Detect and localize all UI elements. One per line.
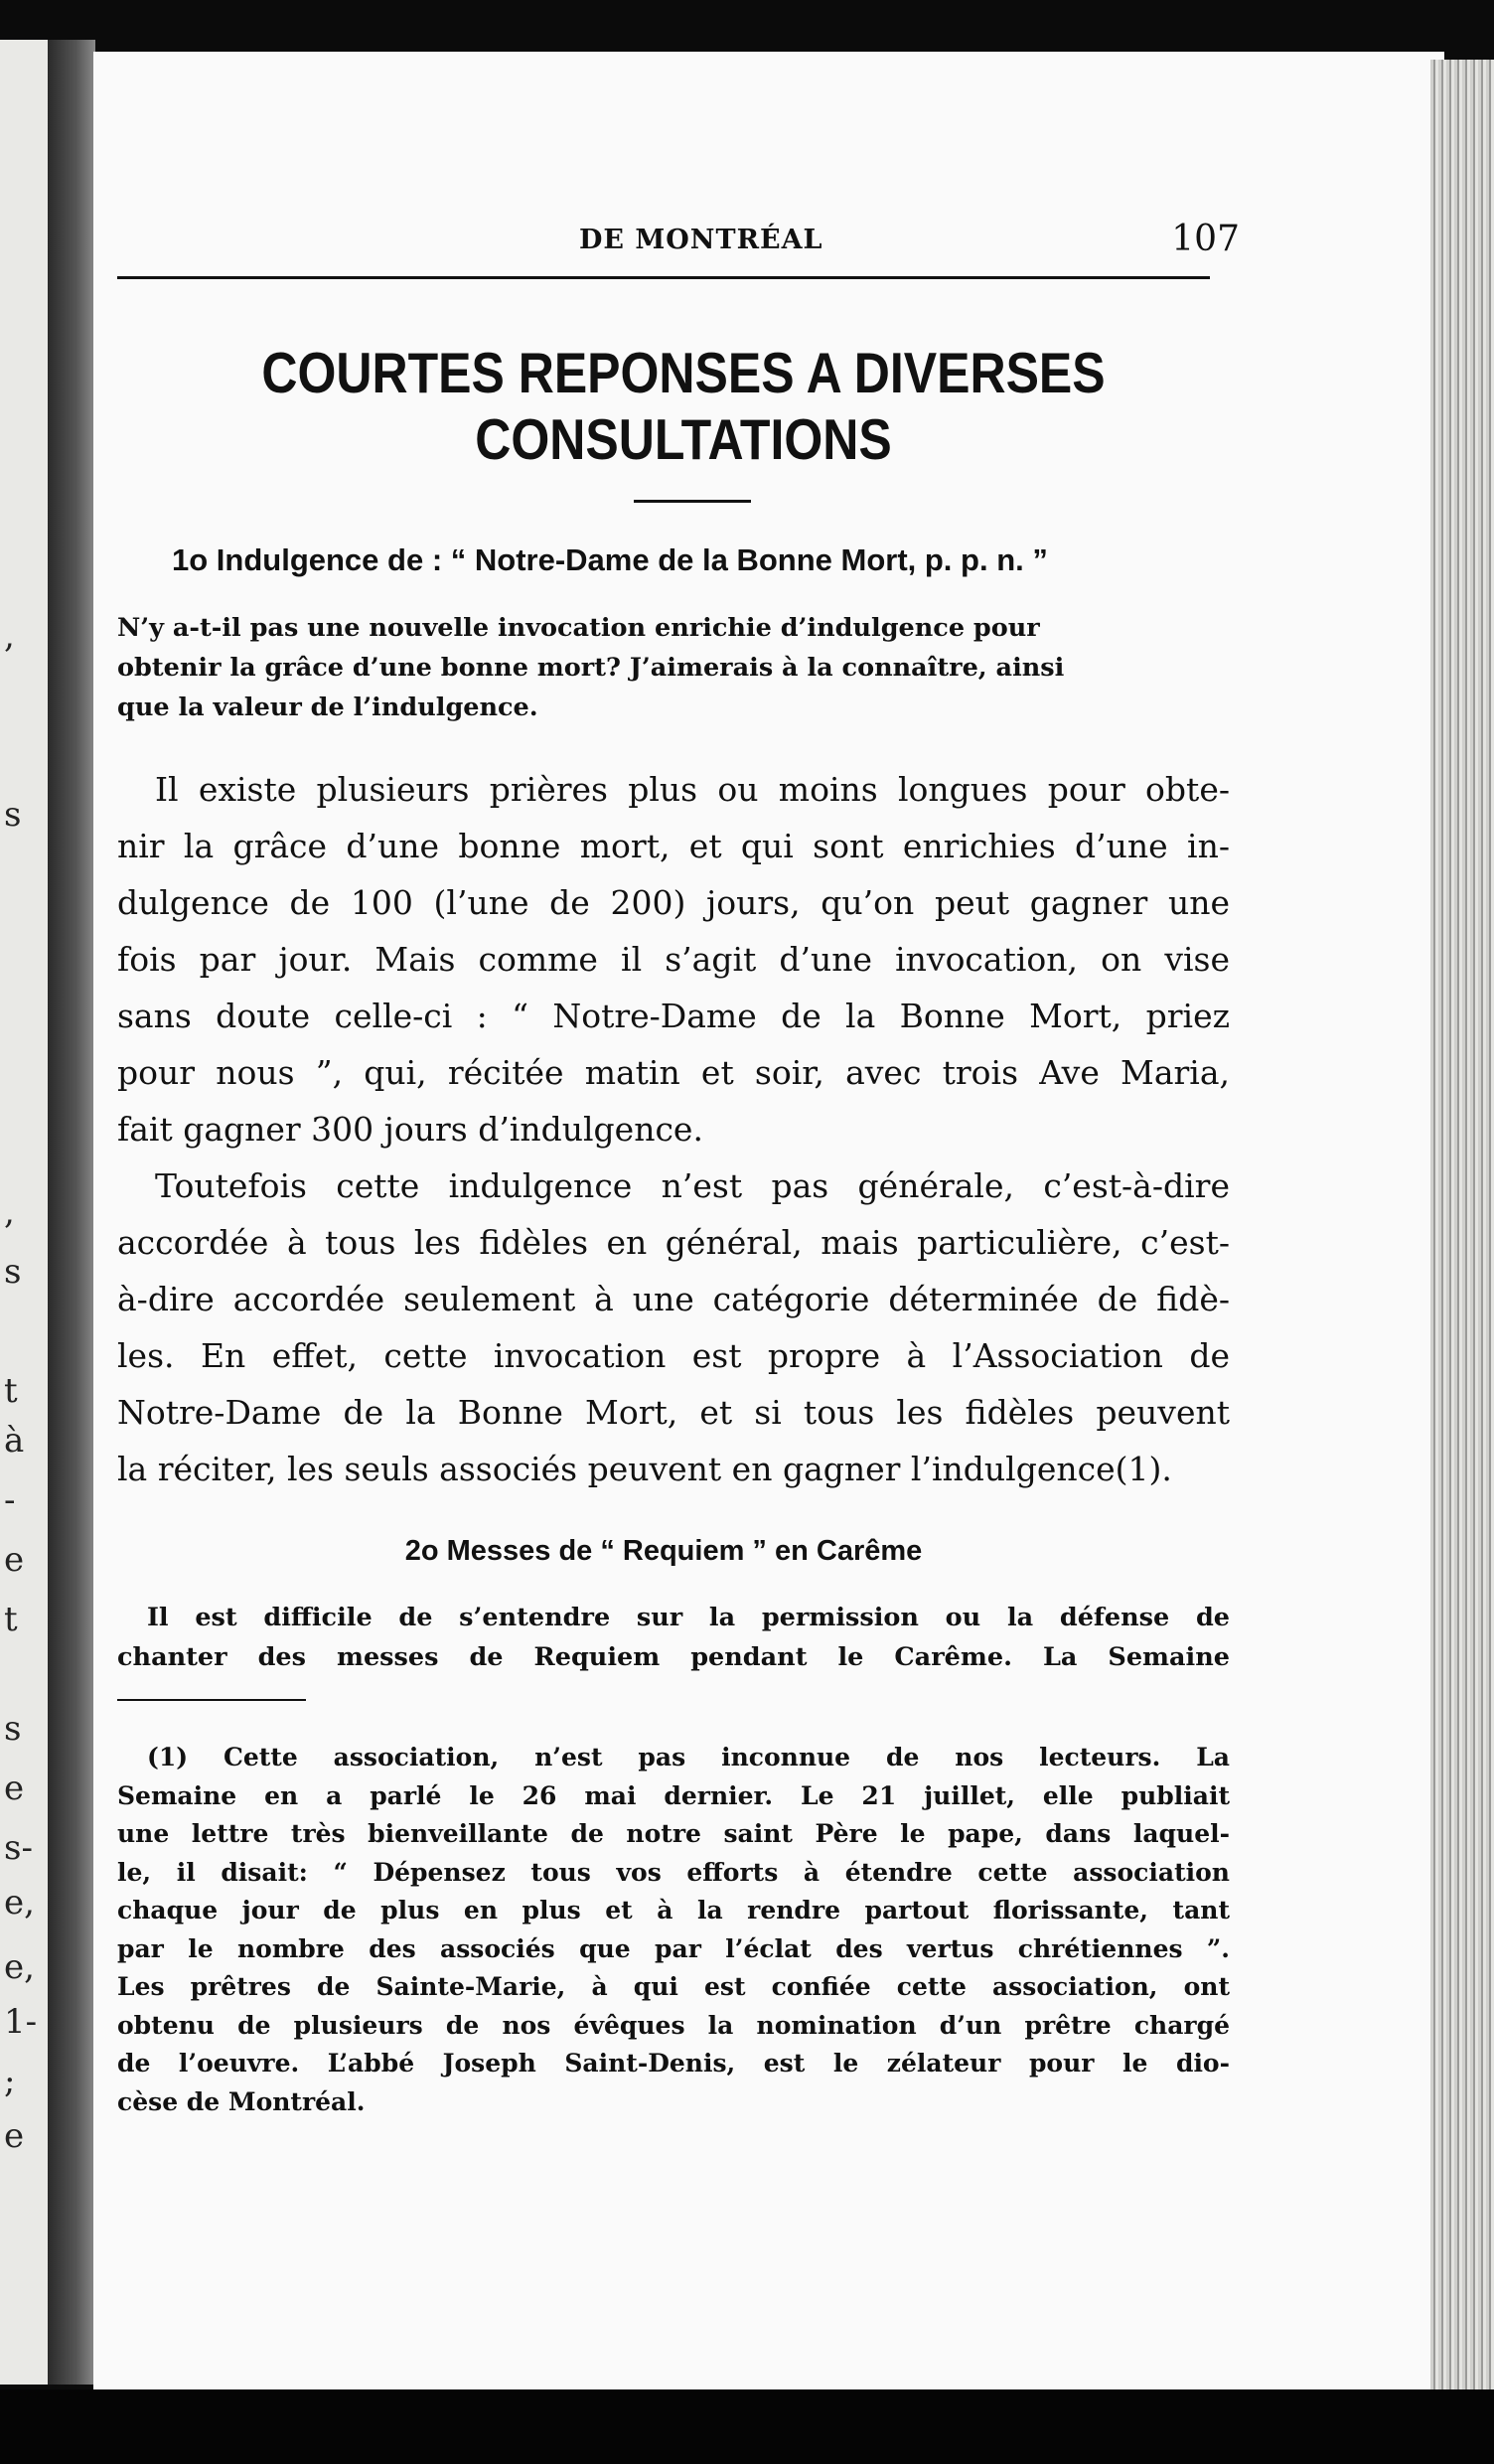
book-gutter	[48, 40, 95, 2385]
paragraph-line: Il existe plusieurs prières plus ou moins longues pour obte-	[155, 770, 1230, 809]
margin-fragment: ,	[4, 616, 15, 656]
footnote-line: le, il disait: “ Dépensez tous vos efforts à étendre cette association	[117, 1857, 1230, 1887]
margin-fragment: e	[4, 1540, 25, 1580]
footnote-line: cèse de Montréal.	[117, 2086, 366, 2116]
footnote-line: une lettre très bienveillante de notre saint Père le pape, dans laquel-	[117, 1819, 1230, 1848]
question-line: obtenir la grâce d’une bonne mort? J’aimerais à la connaître, ainsi	[117, 653, 1065, 683]
margin-fragment: e,	[4, 1947, 35, 1987]
margin-fragment: e,	[4, 1883, 35, 1923]
question-line: chanter des messes de Requiem pendant le Carême. La Semaine	[117, 1642, 1230, 1672]
footnote-line: chaque jour de plus en plus et à la rendre partout florissante, tant	[117, 1896, 1230, 1925]
header-rule	[117, 276, 1210, 279]
margin-fragment: -	[4, 1480, 16, 1520]
page-content	[117, 199, 1240, 2121]
paragraph-line: dulgence de 100 (l’une de 200) jours, qu’on peut gagner une	[117, 883, 1230, 922]
page-edges	[1430, 60, 1494, 2424]
paragraph-line: la réciter, les seuls associés peuvent en gagner l’indulgence(1).	[117, 1450, 1172, 1488]
section-1-answer-paragraph-1	[117, 761, 1230, 1157]
margin-fragment: ;	[4, 2062, 16, 2101]
paragraph-line: pour nous ”, qui, récitée matin et soir, avec trois Ave Maria,	[117, 1053, 1230, 1092]
paragraph-line: fait gagner 300 jours d’indulgence.	[117, 1110, 703, 1149]
heading-divider	[634, 500, 751, 503]
footnote-line: (1) Cette association, n’est pas inconnue de nos lecteurs. La	[147, 1743, 1230, 1771]
margin-fragment: s	[4, 795, 22, 835]
section-1-answer-paragraph-2	[117, 1157, 1230, 1497]
margin-fragment: e	[4, 1769, 25, 1808]
margin-fragment: s	[4, 1252, 22, 1292]
page-number: 107	[1171, 219, 1240, 259]
footnote-line: obtenu de plusieurs de nos évêques la nomination d’un prêtre chargé	[117, 2010, 1230, 2040]
paragraph-line: sans doute celle-ci : “ Notre-Dame de la Bonne Mort, priez	[117, 997, 1230, 1035]
running-head	[117, 199, 1240, 268]
paragraph-line: fois par jour. Mais comme il s’agit d’une invocation, on vise	[117, 940, 1230, 979]
margin-fragment: 1-	[4, 2002, 38, 2042]
paragraph-line: à-dire accordée seulement à une catégorie déterminée de fidè-	[117, 1280, 1230, 1318]
question-line: N’y a-t-il pas une nouvelle invocation enrichie d’indulgence pour	[117, 613, 1040, 643]
facing-page-text-fragments	[0, 40, 38, 2385]
section-1-title: 1o Indulgence de : “ Notre-Dame de la Bonne Mort, p. p. n. ”	[172, 542, 1048, 577]
paragraph-line: accordée à tous les fidèles en général, mais particulière, c’est-	[117, 1223, 1230, 1262]
question-line: que la valeur de l’indulgence.	[117, 693, 538, 722]
footnote-line: de l’oeuvre. L’abbé Joseph Saint-Denis, est le zélateur pour le dio-	[117, 2049, 1230, 2078]
footnote-line: Les prêtres de Sainte-Marie, à qui est confiée cette association, ont	[117, 1972, 1230, 2001]
running-head-title: DE MONTRÉAL	[579, 225, 823, 255]
footnote-line: par le nombre des associés que par l’éclat des vertus chrétiennes ”.	[117, 1933, 1230, 1963]
footnote	[117, 1739, 1230, 2121]
margin-fragment: t	[4, 1600, 18, 1639]
margin-fragment: ,	[4, 1192, 15, 1232]
question-line: Il est difficile de s’entendre sur la permission ou la défense de	[147, 1603, 1230, 1632]
paragraph-line: les. En effet, cette invocation est propre à l’Association de	[117, 1336, 1230, 1375]
paragraph-line: Toutefois cette indulgence n’est pas générale, c’est-à-dire	[155, 1166, 1230, 1205]
margin-fragment: s	[4, 1709, 22, 1749]
margin-fragment: e	[4, 2116, 25, 2156]
scan-border	[0, 2389, 1494, 2464]
paragraph-line: Notre-Dame de la Bonne Mort, et si tous les fidèles peuvent	[117, 1393, 1230, 1432]
section-1-question	[117, 608, 1230, 727]
section-2-question	[117, 1598, 1230, 1677]
footnote-rule	[117, 1699, 306, 1701]
margin-fragment: s-	[4, 1828, 33, 1868]
footnote-line: Semaine en a parlé le 26 mai dernier. Le 21 juillet, elle publiait	[117, 1780, 1230, 1810]
paragraph-line: nir la grâce d’une bonne mort, et qui sont enrichies d’une in-	[117, 827, 1230, 865]
section-2-title: 2o Messes de “ Requiem ” en Carême	[404, 1535, 923, 1567]
margin-fragment: à	[4, 1421, 25, 1461]
chapter-heading: COURTES REPONSES A DIVERSES CONSULTATIONS	[261, 341, 1106, 472]
margin-fragment: t	[4, 1371, 18, 1411]
